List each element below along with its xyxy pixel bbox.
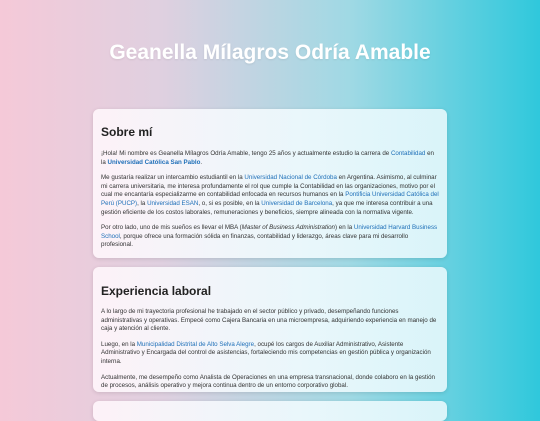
experience-heading: Experiencia laboral <box>101 284 212 298</box>
esan-link[interactable]: Universidad ESAN <box>147 199 199 207</box>
text: . <box>200 158 203 166</box>
municipalidad-link[interactable]: Municipalidad Distrital de Alto Selva Alegre <box>136 340 255 348</box>
text: , ocupé los cargos de Auxiliar Administrativo, Asistente Administrativo y Encargada del control de asistencias, fortaleciendo mis competencias en gestión pública y organización interna. <box>101 340 431 365</box>
harvard-link[interactable]: Universidad Harvard Business School <box>101 224 438 240</box>
text: Luego, en la <box>101 340 137 348</box>
contabilidad-link[interactable]: Contabilidad <box>390 150 426 157</box>
text: en la <box>101 150 434 166</box>
experience-card <box>93 267 447 392</box>
text: , ya que me interesa contribuir a una gestión eficiente de los costos laborales, remuneraciones y beneficios, siempre alineada con la normativa vigente. <box>101 199 433 216</box>
unc-link[interactable]: Universidad Nacional de Córdoba <box>244 174 337 182</box>
text: , o, si es posible, en la <box>198 199 262 207</box>
text: , la <box>137 199 148 207</box>
experience-paragraph-1: A lo largo de mi trayectoria profesional he trabajado en el sector público y privado, desempeñando funciones administrativas y operativas. Empecé como Cajera Bancaria en una microempresa, adquiriendo experiencia en manejo de caja y atención al cliente. <box>101 308 437 333</box>
text: ¡Hola! Mi nombre es Geanella Mílagros Odría Amable, tengo 25 años y actualmente estudio la carrera de <box>101 150 391 157</box>
experience-paragraph-3: Actualmente, me desempeño como Analista de Operaciones en una empresa transnacional, donde colaboro en la gestión de procesos, análisis operativo y mejora continua dentro de un entorno corporativo global. <box>101 373 435 390</box>
about-heading: Sobre mí <box>101 125 153 139</box>
experience-paragraph-2 <box>101 341 439 367</box>
next-card <box>93 401 447 421</box>
text: Por otro lado, uno de mis sueños es llevar el MBA ( <box>101 224 242 232</box>
text: , porque ofrece una formación sólida en finanzas, contabilidad y liderazgo, áreas clave para mi desarrollo profesional. <box>101 232 409 249</box>
text: Me gustaría realizar un intercambio estudiantil en la <box>101 174 245 182</box>
pucp-link[interactable]: Pontificia Universidad Católica del Perú (PUCP) <box>101 191 439 207</box>
barcelona-link[interactable]: Universidad de Barcelona <box>261 199 333 207</box>
about-card <box>93 109 447 258</box>
text: en Argentina. Asimismo, al culminar mi carrera universitaria, me interesa profundamente el rol que cumple la Contabilidad en las organizaciones, motivo por el cual me encantaría especializarme en contabilidad enfocada en recursos humanos en la <box>101 174 437 199</box>
page-title: Geanella Mílagros Odría Amable <box>109 41 431 64</box>
text: ) en la <box>334 224 354 232</box>
about-paragraph-2 <box>101 174 439 217</box>
about-paragraph-1 <box>101 150 439 167</box>
about-paragraph-3 <box>101 224 439 250</box>
ucsp-link[interactable]: Universidad Católica San Pablo <box>107 158 201 166</box>
mba-term: Master of Business Administration <box>241 224 335 232</box>
